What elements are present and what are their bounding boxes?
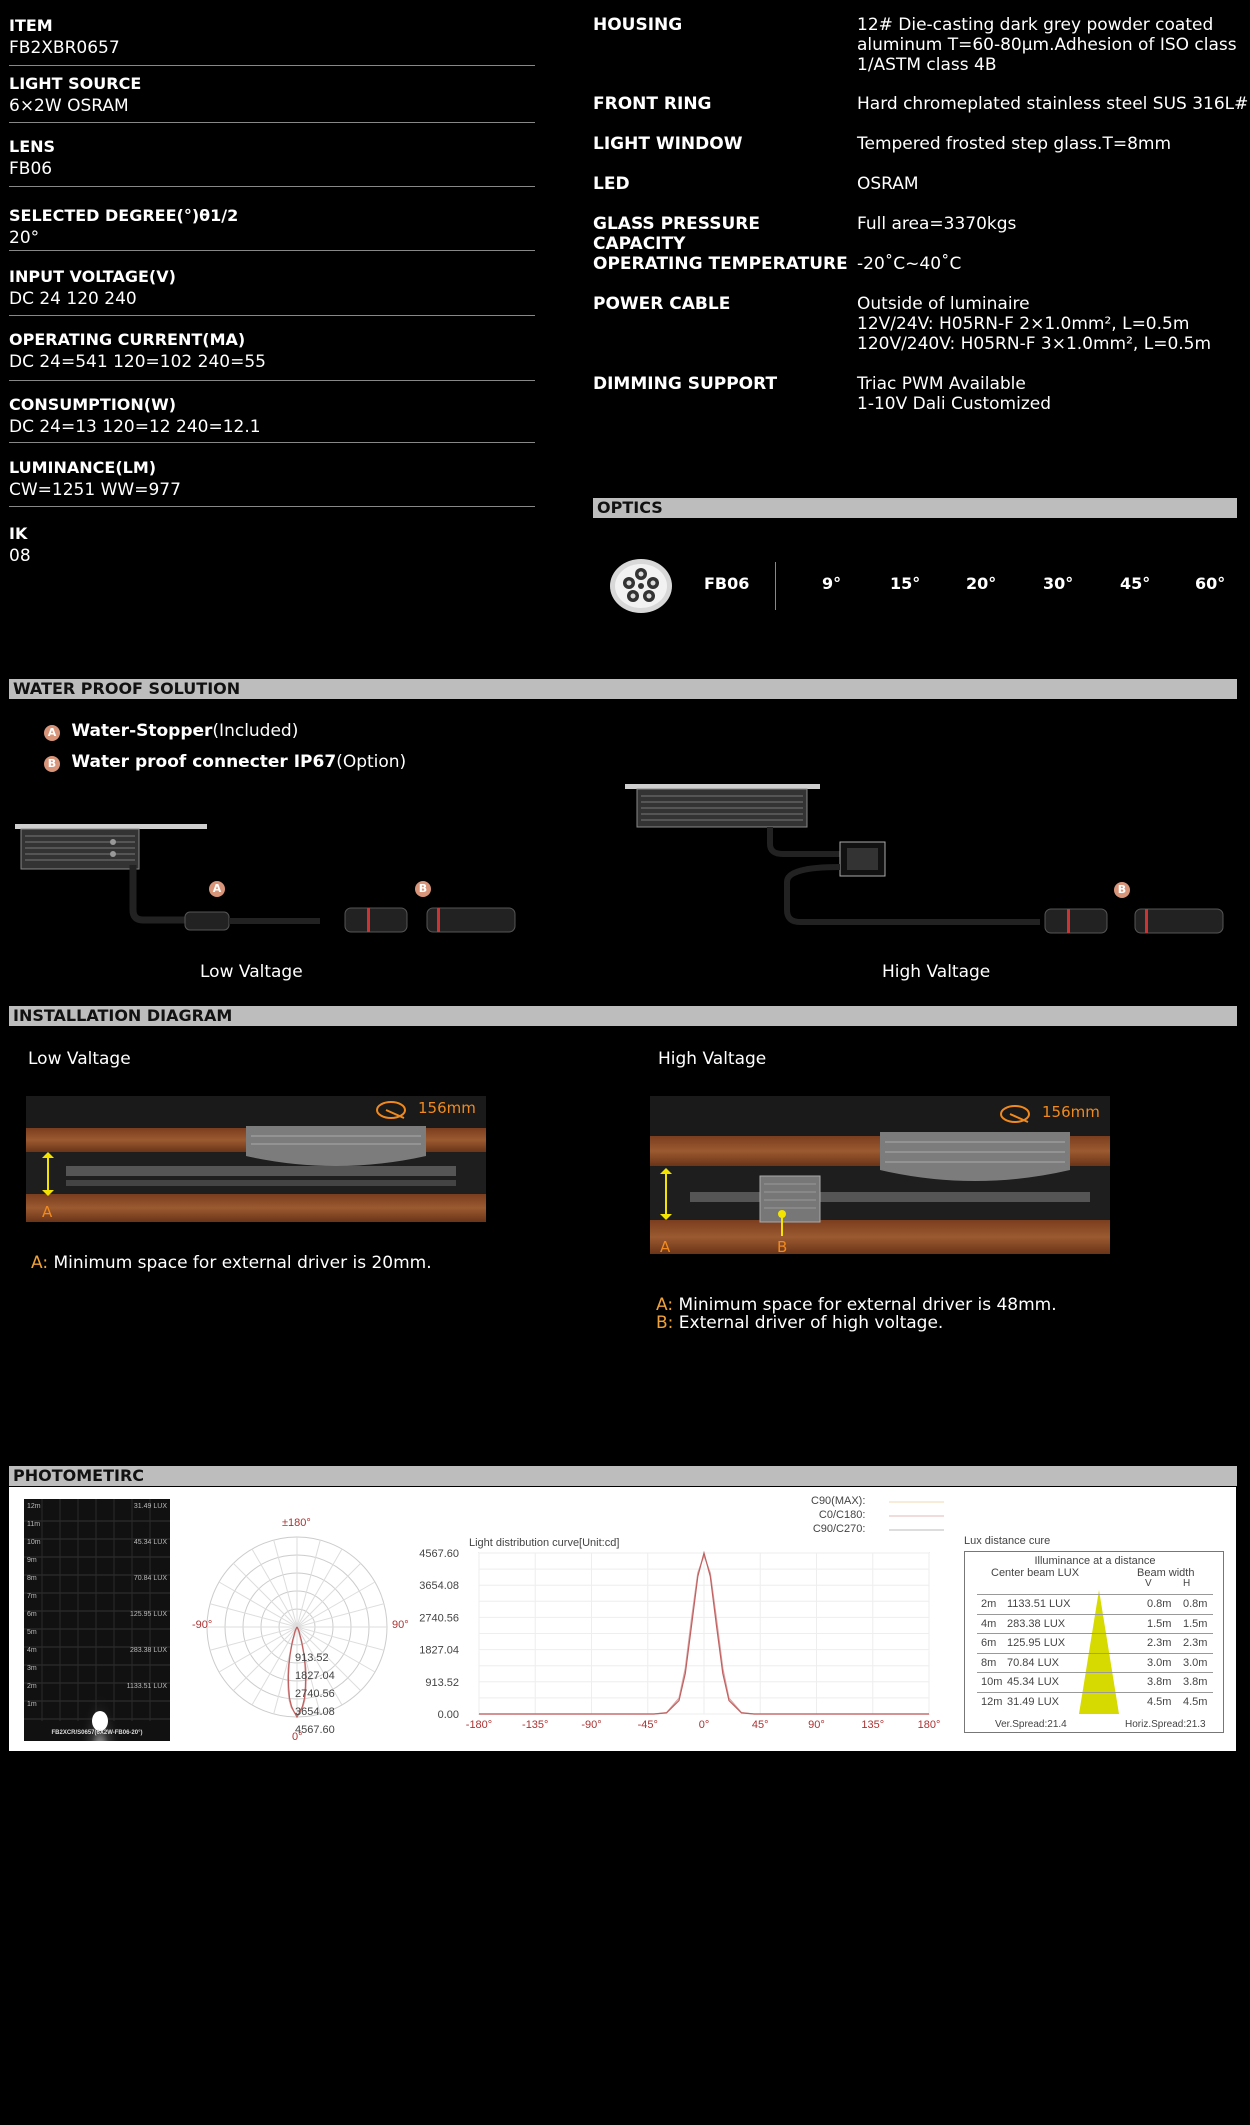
lux-row — [977, 1614, 1213, 1634]
spec-label: LENS — [9, 137, 56, 156]
install-high-marker-b: B — [777, 1238, 788, 1256]
optics-bar: OPTICS — [593, 498, 1237, 518]
spec-value — [857, 214, 1247, 234]
spec-value — [857, 254, 1247, 274]
lux-beam-h: 3.0m — [1183, 1656, 1208, 1669]
beam-distance-label: 3m — [27, 1665, 37, 1672]
spec-item-left — [9, 395, 535, 437]
install-low-title: Low Valtage — [28, 1049, 131, 1069]
spec-value: FB06 — [9, 159, 53, 179]
beam-distance-label: 12m — [27, 1503, 41, 1510]
polar-top-label: ±180° — [282, 1517, 311, 1529]
polar-ring-label: 913.52 — [295, 1652, 329, 1664]
spec-label: POWER CABLE — [593, 294, 731, 314]
spec-label: LIGHT SOURCE — [9, 74, 142, 93]
installation-bar: INSTALLATION DIAGRAM — [9, 1006, 1237, 1026]
spec-label: FRONT RING — [593, 94, 712, 114]
lux-row — [977, 1653, 1213, 1673]
connector-item — [44, 752, 406, 772]
lux-beam-h: 0.8m — [1183, 1598, 1208, 1610]
beam-caption: FB2XCR/S0657(6X2W-FB06-20°) — [51, 1730, 143, 1736]
optics-lens-label: FB06 — [704, 574, 750, 593]
photometric-bar: PHOTOMETIRC — [9, 1466, 1237, 1486]
low-voltage-waterproof-drawing — [15, 820, 525, 940]
water-stopper-name: Water-Stopper — [71, 721, 213, 741]
light-distribution-chart — [399, 1537, 959, 1747]
spec-value-line: Hard chromeplated stainless steel SUS 316L# — [857, 94, 1249, 114]
lux-distance: 12m — [981, 1695, 1003, 1708]
lux-table — [964, 1551, 1224, 1733]
x-tick-label: 90° — [808, 1719, 825, 1731]
polar-ring-label: 1827.04 — [295, 1670, 335, 1682]
beam-lux-label: 70.84 LUX — [133, 1575, 167, 1582]
lux-value: 283.38 LUX — [1007, 1617, 1066, 1630]
high-voltage-caption: High Valtage — [882, 962, 991, 982]
lux-beam-v: 0.8m — [1147, 1598, 1172, 1610]
spec-item-left — [9, 524, 535, 566]
optics-angle: 45° — [1120, 574, 1151, 593]
lux-title: Lux distance cure — [964, 1535, 1051, 1547]
beam-distance-label: 11m — [27, 1521, 41, 1528]
y-tick-label: 3654.08 — [419, 1580, 459, 1593]
spec-label: LIGHT WINDOW — [593, 134, 743, 154]
lux-distance: 6m — [981, 1637, 997, 1649]
y-tick-label: 913.52 — [425, 1676, 459, 1689]
beam-distance-label: 10m — [27, 1539, 41, 1546]
x-tick-label: 180° — [917, 1719, 941, 1731]
spec-label: INPUT VOLTAGE(V) — [9, 267, 176, 286]
spec-divider — [9, 65, 535, 66]
beam-lux-label: 1133.51 LUX — [126, 1683, 167, 1690]
spec-divider — [9, 186, 535, 187]
install-low-size: 156mm — [418, 1099, 476, 1117]
spec-value-line: 12# Die-casting dark grey powder coated — [857, 15, 1214, 35]
spec-value-line: 1/ASTM class 4B — [857, 55, 997, 75]
lux-row — [977, 1692, 1213, 1712]
low-voltage-caption: Low Valtage — [200, 962, 303, 982]
spec-value: 08 — [9, 546, 31, 566]
spec-label: OPERATING CURRENT(MA) — [9, 330, 246, 349]
lux-beam-v: 1.5m — [1147, 1617, 1172, 1630]
optics-angle: 20° — [966, 574, 997, 593]
polar-ring-label: 4567.60 — [295, 1724, 335, 1736]
chart-legend — [811, 1494, 865, 1536]
legend-c90-c270: C90/C270: — [812, 1523, 866, 1535]
y-tick-label: 0.00 — [437, 1709, 459, 1721]
x-tick-label: -180° — [465, 1719, 493, 1731]
spec-item-left — [9, 267, 535, 309]
badge-a-low: A — [209, 881, 225, 897]
lux-distance: 8m — [981, 1656, 997, 1669]
lux-distance: 10m — [981, 1676, 1003, 1688]
install-low-diagram — [26, 1096, 486, 1222]
lux-value: 31.49 LUX — [1007, 1695, 1059, 1708]
lux-row — [977, 1594, 1213, 1614]
spec-label: DIMMING SUPPORT — [593, 374, 778, 394]
polar-ring-label: 3654.08 — [295, 1706, 335, 1718]
chart-title: Light distribution curve[Unit:cd] — [469, 1537, 620, 1549]
y-tick-label: 4567.60 — [419, 1548, 459, 1560]
lux-distance: 4m — [981, 1617, 997, 1630]
spec-divider — [9, 442, 535, 443]
lux-row — [977, 1672, 1213, 1692]
lux-distance: 2m — [981, 1598, 997, 1610]
ver-spread: Ver.Spread:21.4 — [995, 1719, 1067, 1730]
connector-name: Water proof connecter IP67 — [71, 752, 337, 772]
beam-distance-label: 1m — [27, 1701, 37, 1708]
polar-bottom-label: 0° — [292, 1731, 303, 1743]
x-tick-label: 0° — [698, 1719, 710, 1731]
optics-angle: 9° — [822, 574, 842, 593]
beam-distance-label: 4m — [27, 1647, 37, 1654]
lux-value: 125.95 LUX — [1007, 1637, 1066, 1649]
install-high-note-a: A: Minimum space for external driver is 48mm. — [656, 1295, 1057, 1315]
legend-c0-c180: C0/C180: — [818, 1509, 866, 1521]
install-low-marker-a: A — [42, 1203, 53, 1221]
install-high-diagram — [650, 1096, 1110, 1254]
water-stopper-note: (Included) — [212, 721, 299, 741]
water-stopper-item — [44, 721, 298, 741]
beam-distance-label: 2m — [27, 1683, 37, 1690]
install-low-note: A: Minimum space for external driver is 20mm. — [31, 1253, 432, 1273]
spec-value: DC 24 120 240 — [9, 289, 137, 309]
optics-angle: 15° — [890, 574, 921, 593]
spec-divider — [9, 315, 535, 316]
spec-value-line: aluminum T=60-80μm.Adhesion of ISO class — [857, 35, 1237, 55]
install-high-note-b: B: External driver of high voltage. — [656, 1313, 944, 1333]
spec-value-line: Triac PWM Available — [857, 374, 1026, 394]
x-tick-label: 45° — [751, 1719, 769, 1731]
spec-divider — [9, 122, 535, 123]
lux-beam-v: 2.3m — [1147, 1637, 1172, 1649]
beam-distance-label: 6m — [27, 1611, 37, 1618]
spec-value — [857, 134, 1247, 154]
badge-a: A — [44, 725, 60, 741]
lux-value: 1133.51 LUX — [1007, 1598, 1071, 1610]
spec-item-left — [9, 330, 535, 372]
lux-value: 70.84 LUX — [1007, 1656, 1059, 1669]
spec-value: CW=1251 WW=977 — [9, 480, 181, 500]
high-voltage-waterproof-drawing — [625, 782, 1235, 942]
spec-value-line: Outside of luminaire — [857, 294, 1030, 314]
spec-item-left — [9, 74, 535, 116]
install-high-marker-a: A — [660, 1238, 671, 1256]
spec-value — [857, 374, 1247, 414]
beam-distance-label: 7m — [27, 1593, 37, 1600]
lux-beam-h: 1.5m — [1183, 1617, 1208, 1630]
spec-value — [857, 174, 1247, 194]
badge-b-high: B — [1114, 882, 1130, 898]
lux-row — [977, 1633, 1213, 1653]
lens-thumbnail-icon — [606, 556, 676, 616]
optics-angle: 30° — [1043, 574, 1074, 593]
lux-heading: Illuminance at a distance — [1034, 1555, 1156, 1567]
lux-col-h: H — [1183, 1578, 1191, 1589]
spec-divider — [9, 250, 535, 251]
polar-diagram — [192, 1517, 407, 1747]
spec-label: IK — [9, 524, 28, 543]
lux-col-v: V — [1145, 1578, 1152, 1589]
beam-lux-label: 31.49 LUX — [133, 1503, 167, 1510]
install-high-title: High Valtage — [658, 1049, 767, 1069]
spec-value — [857, 15, 1247, 75]
spec-divider — [9, 506, 535, 507]
x-tick-label: -135° — [522, 1719, 549, 1731]
spec-label: SELECTED DEGREE(°)θ1/2 — [9, 206, 239, 225]
spec-value: DC 24=541 120=102 240=55 — [9, 352, 266, 372]
spec-value-line: 120V/240V: H05RN-F 3×1.0mm², L=0.5m — [857, 334, 1212, 354]
spec-label: LED — [593, 174, 630, 194]
badge-b: B — [44, 756, 60, 772]
lux-beam-v: 3.0m — [1147, 1656, 1172, 1669]
polar-left-label: -90° — [192, 1619, 213, 1631]
spec-label: ITEM — [9, 16, 53, 35]
spec-item-left — [9, 16, 535, 58]
spec-value-line: Full area=3370kgs — [857, 214, 1017, 234]
x-tick-label: 135° — [861, 1719, 885, 1731]
optics-angle: 60° — [1195, 574, 1226, 593]
beam-lux-label: 283.38 LUX — [130, 1647, 167, 1654]
y-tick-label: 1827.04 — [419, 1644, 459, 1657]
lux-value: 45.34 LUX — [1007, 1676, 1059, 1688]
spec-item-left — [9, 137, 535, 179]
lux-col-center: Center beam LUX — [991, 1567, 1080, 1579]
lux-beam-v: 3.8m — [1147, 1676, 1172, 1688]
spec-value: 20° — [9, 228, 40, 248]
spec-value — [857, 294, 1247, 354]
beam-distance-label: 9m — [27, 1557, 37, 1564]
beam-lux-label: 125.95 LUX — [130, 1611, 167, 1618]
spec-value-line: 1-10V Dali Customized — [857, 394, 1051, 414]
spec-value-line: Tempered frosted step glass.T=8mm — [857, 134, 1172, 154]
x-tick-label: -45° — [637, 1719, 658, 1731]
spec-label: LUMINANCE(LM) — [9, 458, 157, 477]
polar-right-label: 90° — [392, 1619, 409, 1631]
badge-b-low: B — [415, 881, 431, 897]
x-tick-label: -90° — [581, 1719, 602, 1731]
beam-distance-label: 5m — [27, 1629, 37, 1636]
polar-ring-label: 2740.56 — [295, 1688, 335, 1700]
lux-col-width: Beam width — [1137, 1567, 1195, 1579]
spec-value-line: -20˚C~40˚C — [857, 254, 962, 274]
spec-item-left — [9, 206, 535, 248]
lux-beam-h: 3.8m — [1183, 1676, 1208, 1688]
connector-note: (Option) — [336, 752, 407, 772]
install-high-size: 156mm — [1042, 1103, 1100, 1121]
y-tick-label: 2740.56 — [419, 1612, 459, 1625]
legend-swatches — [889, 1494, 949, 1538]
beam-image — [24, 1499, 170, 1741]
lux-beam-h: 2.3m — [1183, 1637, 1208, 1649]
optics-divider — [775, 562, 776, 610]
legend-c90-max: C90(MAX): — [811, 1495, 866, 1507]
spec-item-left — [9, 458, 535, 500]
waterproof-bar: WATER PROOF SOLUTION — [9, 679, 1237, 699]
spec-value: FB2XBR0657 — [9, 38, 120, 58]
lux-beam-h: 4.5m — [1183, 1695, 1208, 1708]
photometric-panel — [9, 1487, 1236, 1751]
lux-beam-v: 4.5m — [1147, 1695, 1172, 1708]
spec-value — [857, 94, 1247, 114]
spec-label: GLASS PRESSURE CAPACITY — [593, 214, 760, 254]
spec-label: CONSUMPTION(W) — [9, 395, 177, 414]
spec-value: 6×2W OSRAM — [9, 96, 129, 116]
spec-value-line: 12V/24V: H05RN-F 2×1.0mm², L=0.5m — [857, 314, 1190, 334]
spec-divider — [9, 380, 535, 381]
spec-value: DC 24=13 120=12 240=12.1 — [9, 417, 261, 437]
beam-distance-label: 8m — [27, 1575, 37, 1582]
hor-spread: Horiz.Spread:21.3 — [1125, 1719, 1206, 1730]
beam-lux-label: 45.34 LUX — [133, 1539, 167, 1546]
spec-label: OPERATING TEMPERATURE — [593, 254, 848, 274]
spec-label: HOUSING — [593, 15, 683, 35]
spec-value-line: OSRAM — [857, 174, 919, 194]
